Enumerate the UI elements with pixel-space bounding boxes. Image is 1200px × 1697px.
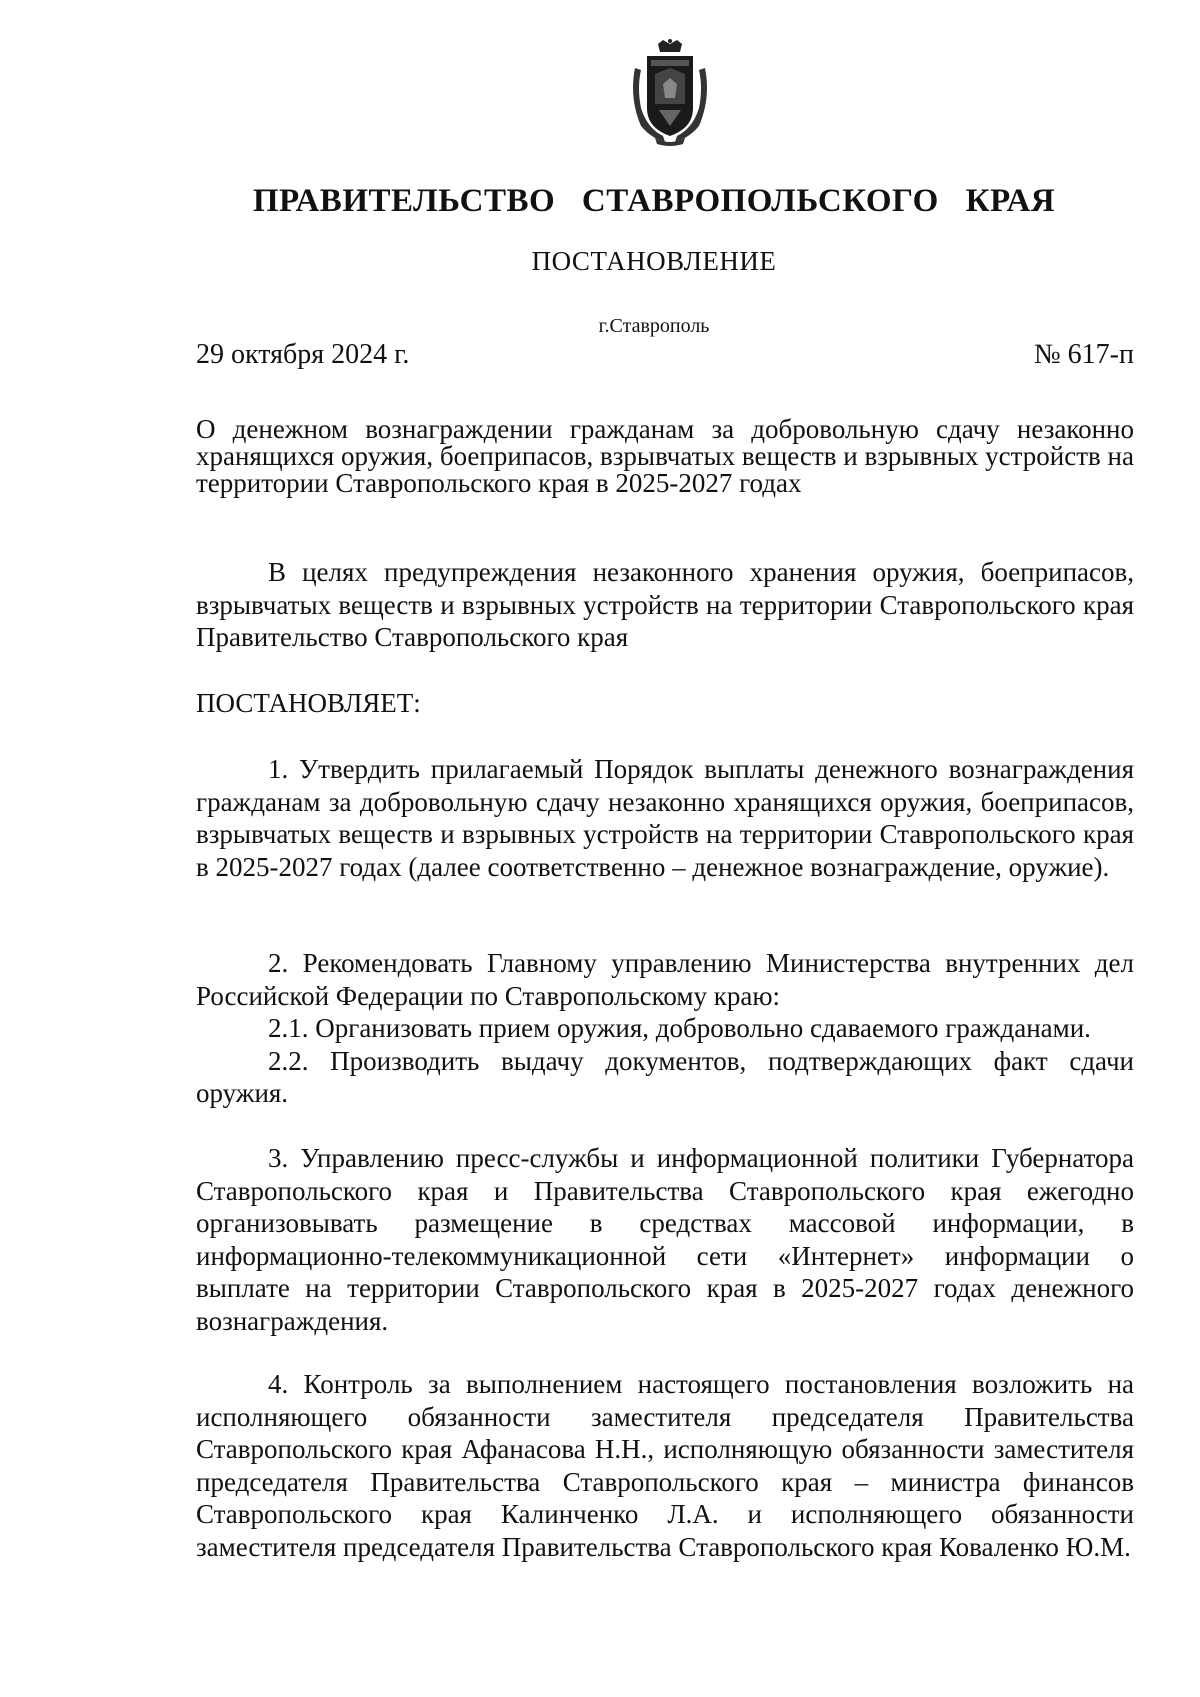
paragraph-4 <box>196 1368 1134 1563</box>
document-number: № 617-п <box>1033 339 1134 370</box>
intro-paragraph <box>196 556 1134 654</box>
document-date: 29 октября 2024 г. <box>196 339 410 370</box>
document-subject: О денежном вознаграждении гражданам за добровольную сдачу незаконно хранящихся оружия, боеприпасов, взрывчатых веществ и взрывных устройств на территории Ставропольского края в 2025-2027 годах <box>196 414 1134 498</box>
paragraph-4-text: 4. Контроль за выполнением настоящего постановления возложить на исполняющего обязанности заместителя председателя Правительства Ставропольского края Афанасова Н.Н., исполняющую обязанности заместителя председателя Правительства Ставропольского края – министра финансов Ставропольского края Калинченко Л.А. и исполняющего обязанности заместителя председателя Правительства Ставропольского края Коваленко Ю.М. <box>196 1369 1134 1562</box>
intro-text: В целях предупреждения незаконного хранения оружия, боеприпасов, взрывчатых веществ и взрывных устройств на территории Ставропольского края Правительство Ставропольского края <box>196 557 1134 652</box>
paragraph-2-text: 2. Рекомендовать Главному управлению Министерства внутренних дел Российской Федерации по Ставропольскому краю: <box>196 948 1134 1011</box>
resolves-heading: ПОСТАНОВЛЯЕТ: <box>196 688 421 718</box>
document-type: ПОСТАНОВЛЕНИЕ <box>531 246 777 276</box>
paragraph-2 <box>196 947 1134 1110</box>
paragraph-1 <box>196 753 1134 883</box>
coat-of-arms-icon <box>625 38 715 146</box>
city: г.Ставрополь <box>598 315 710 337</box>
paragraph-3 <box>196 1142 1134 1337</box>
paragraph-2-2-text: 2.2. Производить выдачу документов, подтверждающих факт сдачи оружия. <box>196 1045 1134 1108</box>
government-title: ПРАВИТЕЛЬСТВО СТАВРОПОЛЬСКОГО КРАЯ <box>252 183 1056 219</box>
paragraph-1-text: 1. Утвердить прилагаемый Порядок выплаты денежного вознаграждения гражданам за добровольную сдачу незаконно хранящихся оружия, боеприпасов, взрывчатых веществ и взрывных устройств на территории Ставропольского края в 2025-2027 годах (далее соответственно – денежное вознаграждение, оружие). <box>196 754 1134 882</box>
paragraph-2-1-text: 2.1. Организовать прием оружия, добровольно сдаваемого гражданами. <box>268 1013 1091 1043</box>
paragraph-3-text: 3. Управлению пресс-службы и информационной политики Губернатора Ставропольского края и Правительства Ставропольского края ежегодно организовывать размещение в средствах массовой информации, в информационно-телекоммуникационной сети «Интернет» информации о выплате на территории Ставропольского края в 2025-2027 годах денежного вознаграждения. <box>196 1143 1134 1336</box>
